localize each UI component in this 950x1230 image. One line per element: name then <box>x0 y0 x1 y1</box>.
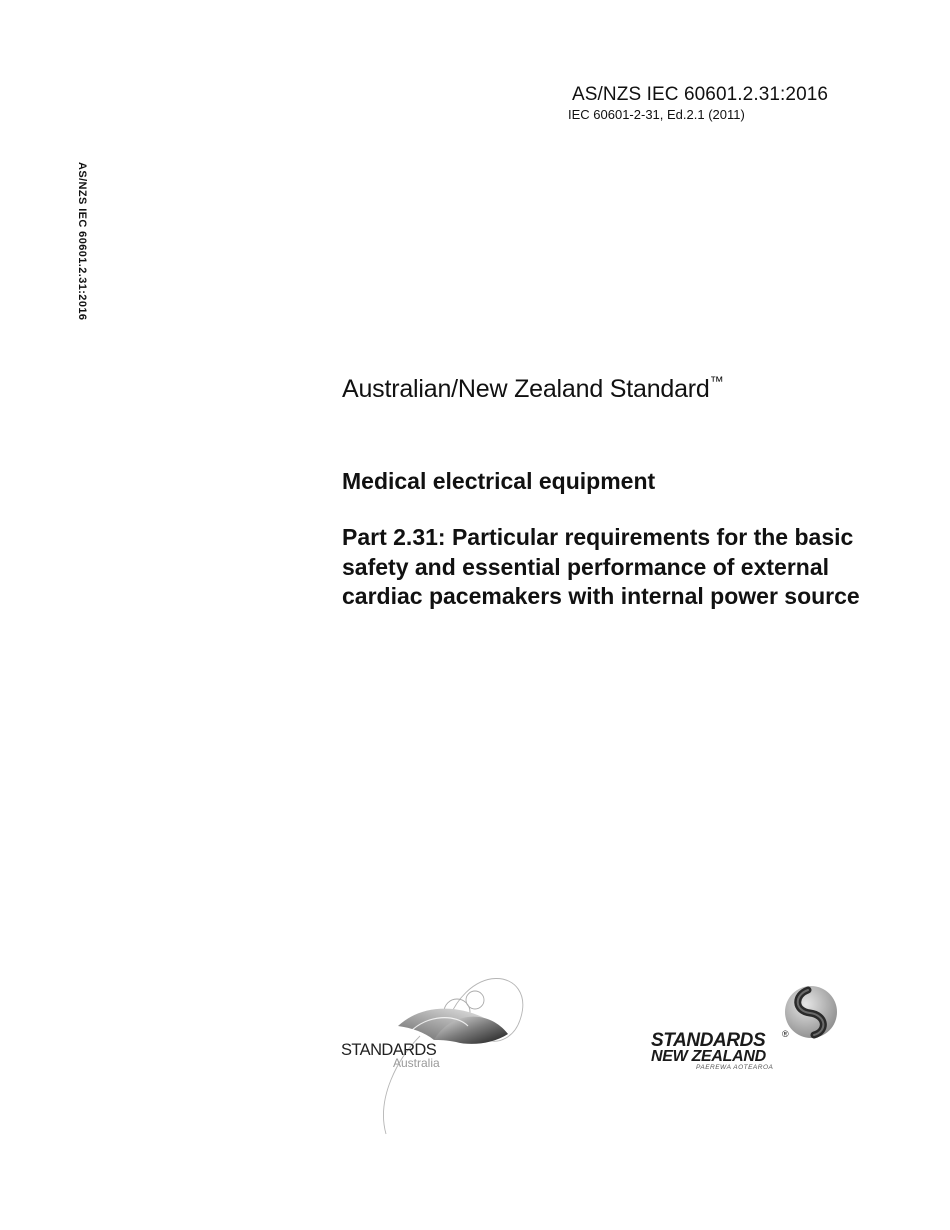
standards-new-zealand-logo <box>648 985 848 1075</box>
sa-logo-line2: Australia <box>393 1056 440 1070</box>
standards-australia-logo <box>338 948 538 1138</box>
subject-heading: Medical electrical equipment <box>342 468 656 494</box>
standard-number: AS/NZS IEC 60601.2.31:2016 <box>572 84 829 105</box>
organisation-title-text: Australian/New Zealand Standard <box>342 375 710 403</box>
trademark-symbol: ™ <box>709 373 724 389</box>
snz-logo-tagline: PAEREWA AOTEAROA <box>696 1064 774 1071</box>
snz-logo-line2: NEW ZEALAND <box>651 1048 766 1065</box>
part-title: Part 2.31: Particular requirements for the basic safety and essential performance of external cardiac pacemakers with internal power source <box>342 524 860 609</box>
organisation-title <box>342 375 723 404</box>
sa-logo-line1: STANDARDS <box>341 1041 437 1059</box>
snz-registered-mark: ® <box>782 1029 789 1039</box>
spine-standard-number: AS/NZS IEC 60601.2.31:2016 <box>76 162 88 321</box>
snz-globe-icon <box>785 986 837 1038</box>
iec-reference: IEC 60601-2-31, Ed.2.1 (2011) <box>568 107 745 122</box>
snz-logo-line1: STANDARDS <box>651 1030 766 1051</box>
